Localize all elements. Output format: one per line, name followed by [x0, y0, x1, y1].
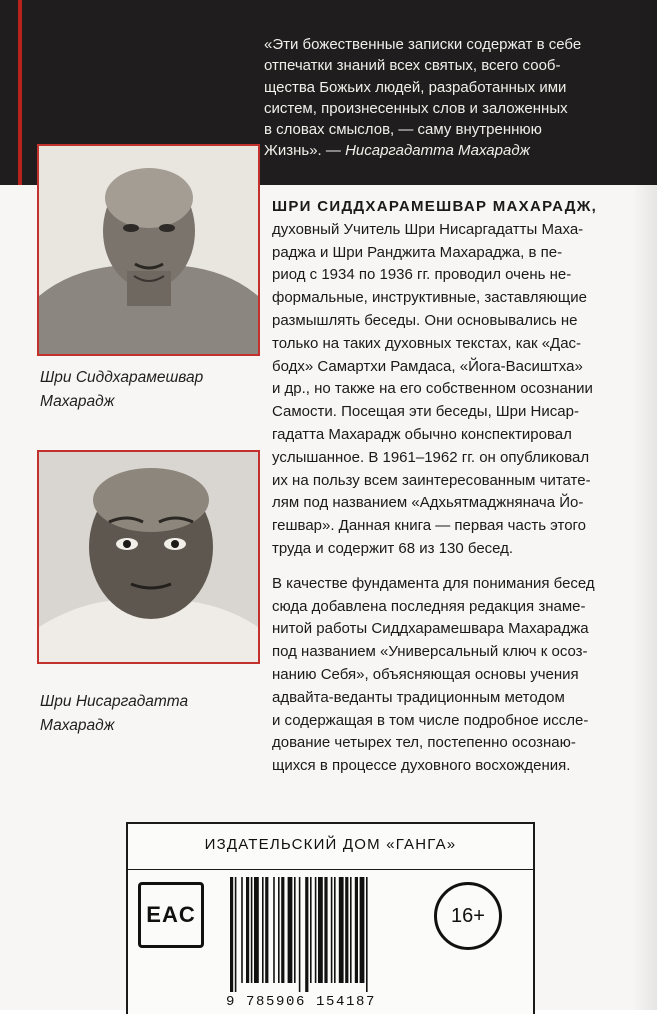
- barcode-bar: [265, 877, 268, 983]
- barcode-icon: [228, 877, 433, 992]
- barcode-bar: [254, 877, 259, 983]
- text-line: и др., но также на его собственном осознании: [272, 380, 593, 398]
- barcode-bar: [235, 877, 237, 992]
- cover-edge-shadow: [633, 0, 657, 1010]
- barcode-bar: [294, 877, 296, 983]
- barcode-bar: [366, 877, 368, 992]
- text-line: и содержащая в том числе подробное иссле-: [272, 711, 589, 729]
- text-line: лям под названием «Адхьятмаджнянача Йо-: [272, 494, 584, 512]
- text-line: сюда добавлена последняя редакция знаме-: [272, 597, 586, 615]
- barcode-bar: [288, 877, 293, 983]
- barcode-bar: [339, 877, 344, 983]
- barcode-bar: [334, 877, 336, 983]
- text-line: риод с 1934 по 1936 гг. проводил очень не-: [272, 266, 572, 284]
- caption-line: Шри Нисаргадатта: [40, 693, 189, 710]
- barcode-bar: [315, 877, 317, 983]
- text-line: духовный Учитель Шри Нисаргадатты Маха-: [272, 220, 584, 238]
- portrait-photo-icon: [39, 452, 258, 662]
- barcode-bar: [310, 877, 312, 983]
- text-line: адвайта-веданты традиционным методом: [272, 688, 565, 706]
- text-line: Самости. Посещая эти беседы, Шри Нисар-: [272, 403, 579, 421]
- barcode-bar: [331, 877, 333, 983]
- barcode-bar: [246, 877, 249, 983]
- quote-line: в словах смыслов, — саму внутреннюю: [264, 121, 542, 139]
- quote-line: «Эти божественные записки содержат в себе: [264, 36, 582, 53]
- eac-mark-icon: EAC: [138, 882, 204, 948]
- barcode-bar: [299, 877, 301, 992]
- text-line: нанию Себя», объясняющая основы учения: [272, 665, 579, 683]
- photo-caption: [40, 690, 260, 738]
- publisher-name: ИЗДАТЕЛЬСКИЙ ДОМ «ГАНГА»: [204, 836, 457, 853]
- quote-line: [264, 140, 604, 161]
- text-line: В качестве фундамента для понимания бесед: [272, 574, 595, 592]
- caption-line: Шри Сиддхарамешвар: [40, 369, 204, 386]
- barcode-bar: [345, 877, 348, 983]
- author-name: ШРИ СИДДХАРАМЕШВАР МАХАРАДЖ,: [272, 198, 598, 215]
- barcode-bar: [230, 877, 233, 992]
- text-line: дование четырех тел, постепенно осознаю-: [272, 734, 576, 752]
- barcode-bar: [355, 877, 358, 983]
- text-line: гешвар». Данная книга — первая часть этого: [272, 517, 587, 535]
- text-line: размышлять беседы. Они основывались не: [272, 311, 578, 329]
- publisher-box: [126, 822, 535, 1014]
- barcode-bar: [350, 877, 352, 983]
- paragraph-1: [272, 196, 612, 561]
- barcode-bar: [281, 877, 284, 983]
- text-line: под названием «Универсальный ключ к осоз-: [272, 643, 588, 661]
- text-line: труда и содержит 68 из 130 бесед.: [272, 539, 514, 557]
- barcode-bar: [324, 877, 327, 983]
- description-text: [272, 196, 612, 778]
- barcode-bar: [305, 877, 308, 992]
- age-rating-badge: 16+: [434, 882, 502, 950]
- quote-author: Нисаргадатта Махарадж: [345, 142, 530, 160]
- barcode-bar: [278, 877, 280, 983]
- photo-caption: [40, 366, 260, 414]
- barcode-bar: [262, 877, 264, 983]
- quote-line: щества Божьих людей, разработанных ими: [264, 78, 567, 96]
- portrait-photo-siddharameshwar: [37, 144, 260, 356]
- text-line: нитой работы Сиддхарамешвара Махараджа: [272, 620, 589, 638]
- barcode-bar: [318, 877, 323, 983]
- barcode-bar: [251, 877, 253, 983]
- portrait-photo-icon: [39, 146, 258, 354]
- isbn-number: 9 785906 154187: [226, 994, 377, 1010]
- caption-line: Махарадж: [40, 717, 115, 734]
- quote-line: систем, произнесенных слов и заложенных: [264, 99, 568, 117]
- text-line: их на пользу всем заинтересованным читате-: [272, 471, 591, 489]
- epigraph-quote: [264, 34, 604, 162]
- text-line: бодх» Самартхи Рамдаса, «Йога-Васиштха»: [272, 357, 583, 375]
- caption-line: Махарадж: [40, 393, 115, 410]
- quote-text-end: Жизнь». —: [264, 142, 346, 160]
- divider: [128, 869, 533, 870]
- text-line: услышанное. В 1961–1962 гг. он опубликовал: [272, 448, 590, 466]
- barcode-bar: [360, 877, 365, 983]
- text-line: раджа и Шри Ранджита Махараджа, в пе-: [272, 243, 563, 261]
- text-line: щихся в процессе духовного восхождения.: [272, 757, 571, 775]
- text-line: только на таких духовных текстах, как «Дас-: [272, 334, 582, 352]
- paragraph-2: [272, 573, 612, 778]
- red-accent-stripe: [18, 0, 22, 185]
- barcode-bar: [241, 877, 243, 983]
- text-line: гадатта Махарадж обычно конспектировал: [272, 425, 572, 443]
- barcode-bar: [273, 877, 275, 983]
- text-line: формальные, инструктивные, заставляющие: [272, 289, 587, 307]
- portrait-photo-nisargadatta: [37, 450, 260, 664]
- quote-line: отпечатки знаний всех святых, всего сооб-: [264, 57, 561, 75]
